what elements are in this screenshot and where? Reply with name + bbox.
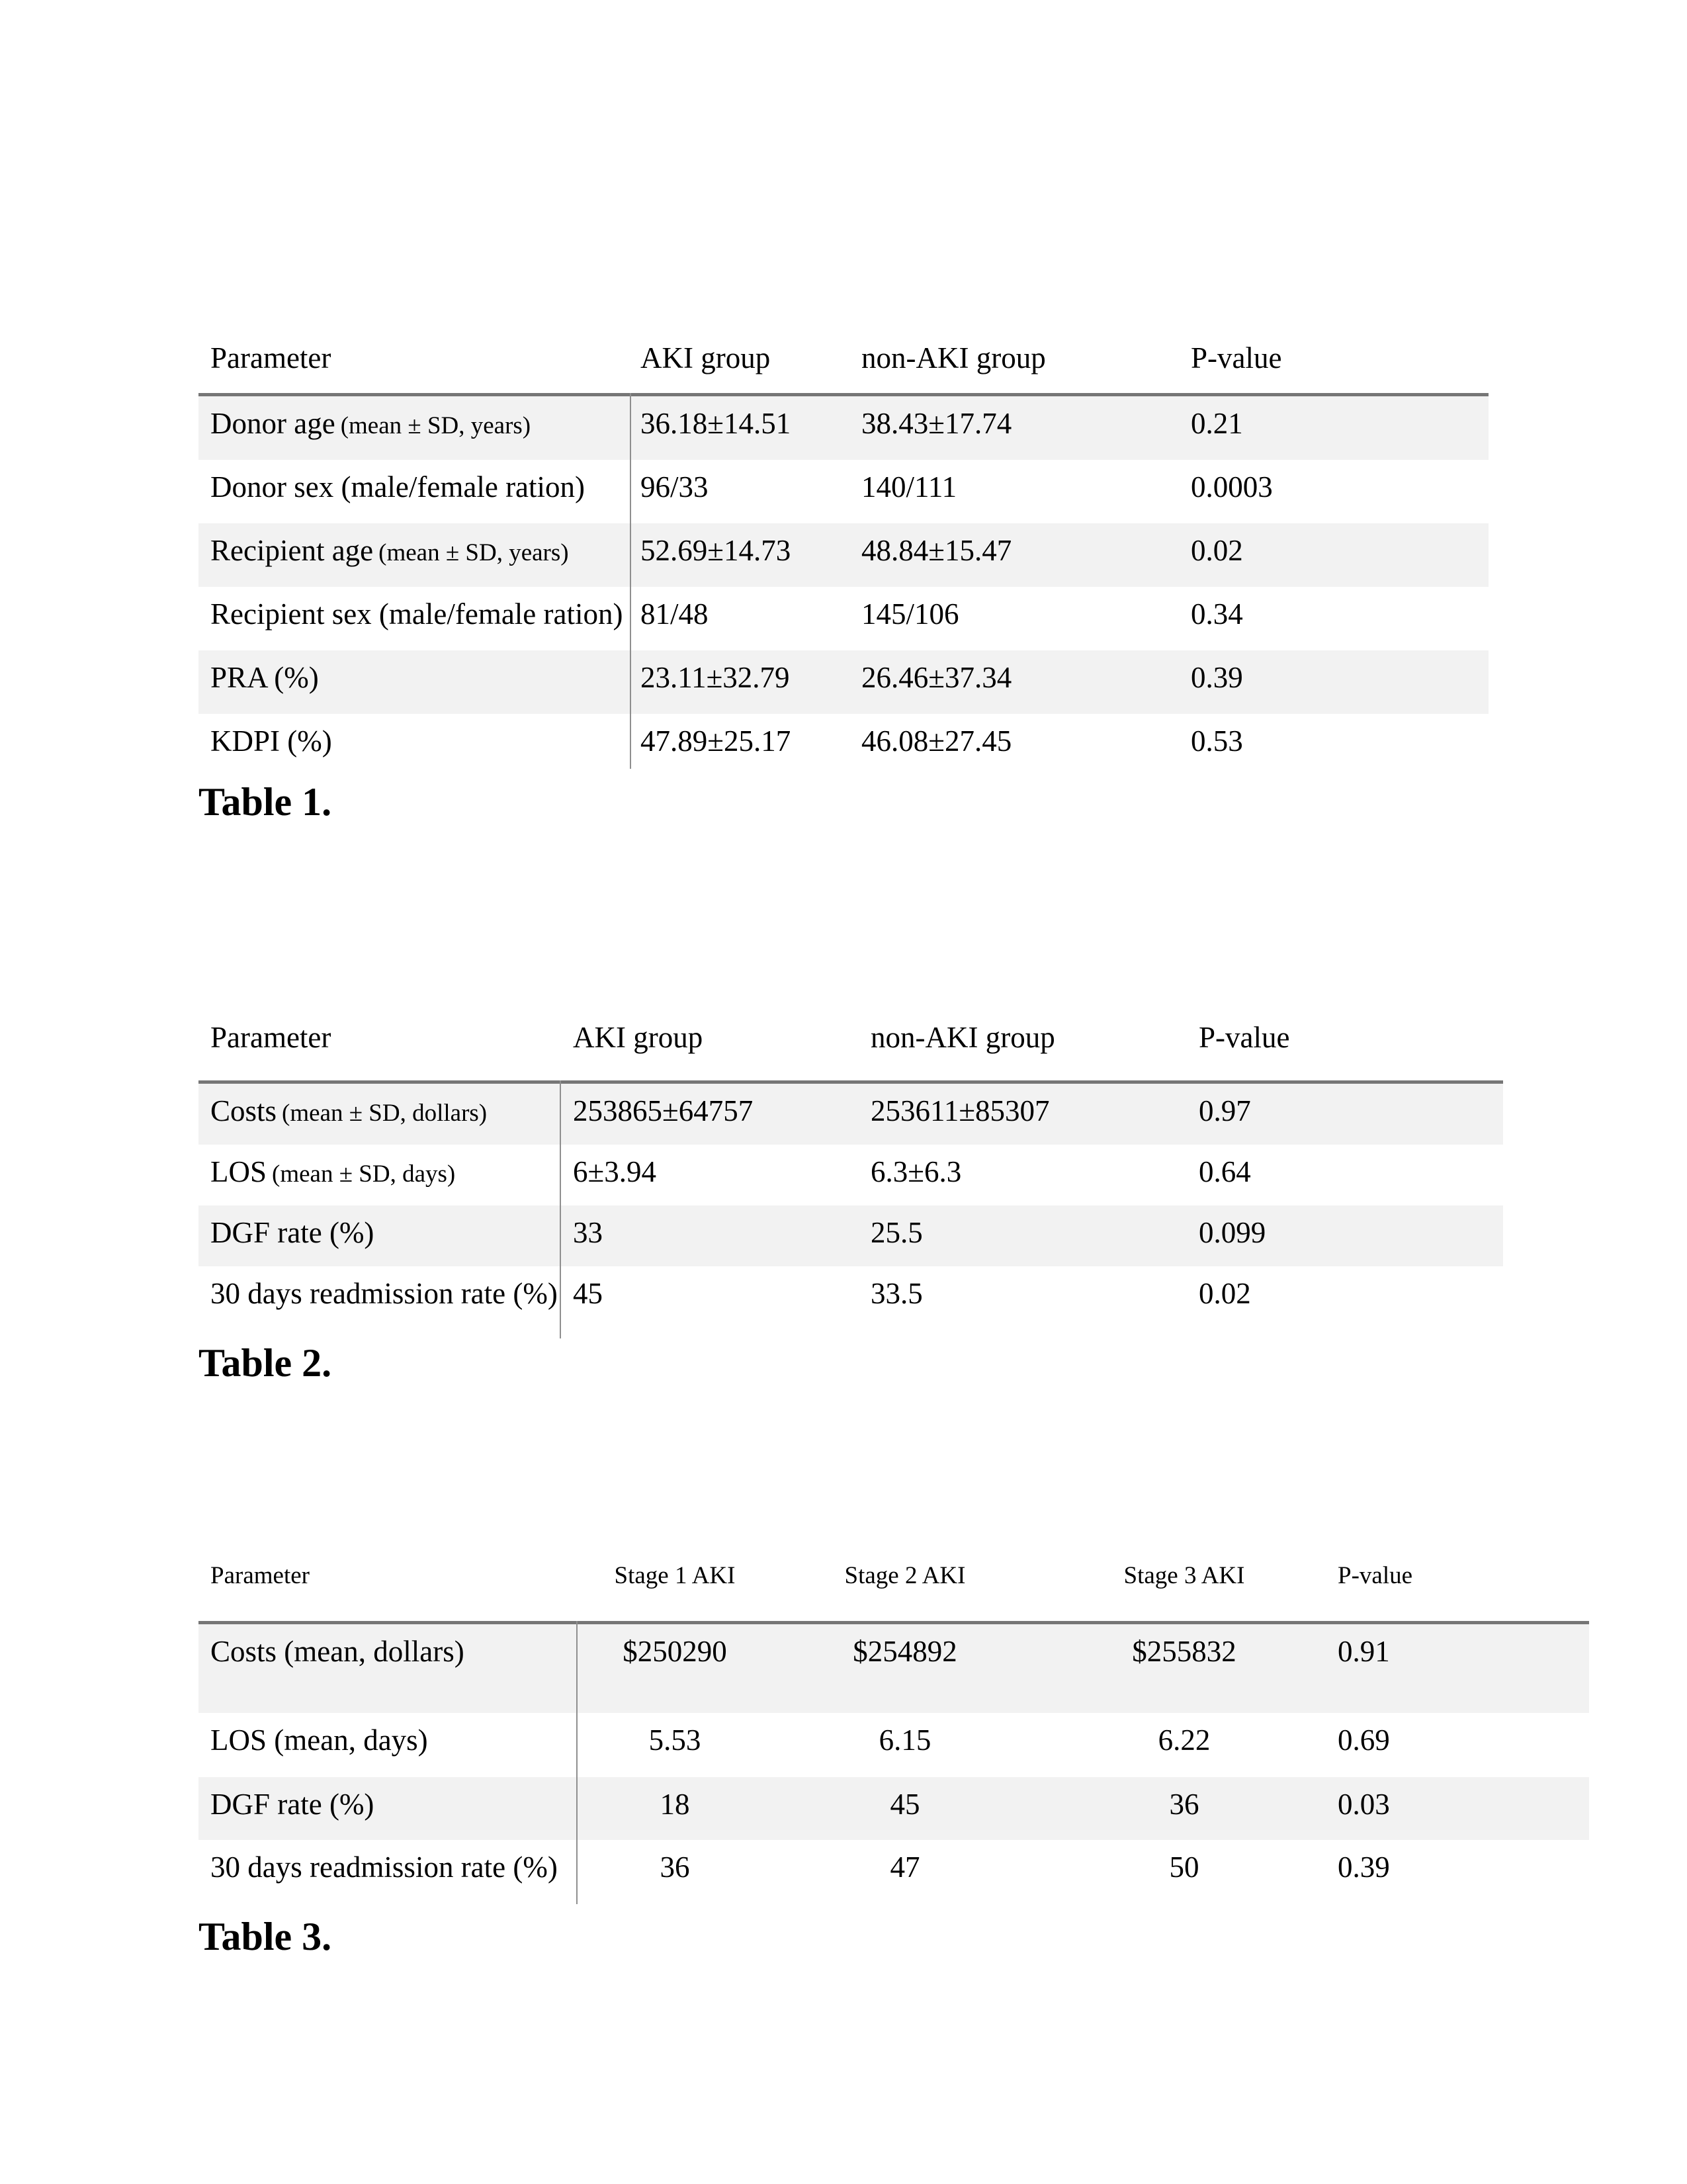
cell-value: $255832 [1132, 1635, 1236, 1668]
row-label-main: Recipient age [210, 534, 374, 567]
header-cell-non-aki-group: non-AKI group [871, 1021, 1055, 1054]
cell-value: 6.22 [1158, 1724, 1211, 1757]
header-cell-aki-group: AKI group [573, 1021, 703, 1054]
cell-value: 0.39 [1191, 661, 1243, 694]
table-1-header [198, 341, 1489, 378]
table-row [198, 460, 1489, 523]
row-label: LOS (mean, days) [210, 1724, 428, 1757]
row-label: 30 days readmission rate (%) [210, 1851, 558, 1884]
row-label-main: PRA (%) [210, 661, 319, 694]
table-row [198, 396, 1489, 460]
cell-value: 6±3.94 [573, 1155, 656, 1188]
row-label [210, 1276, 563, 1313]
cell-value: $250290 [623, 1635, 727, 1668]
cell-value: 33 [573, 1216, 603, 1249]
header-cell-aki-group: AKI group [640, 341, 771, 374]
table-row [198, 1713, 1589, 1777]
cell-value: 45 [890, 1788, 920, 1821]
cell-value: 48.84±15.47 [861, 534, 1012, 567]
cell-value: 0.39 [1338, 1851, 1390, 1884]
table-row [198, 1777, 1589, 1840]
table-row [198, 714, 1489, 777]
cell-value: 47 [890, 1851, 920, 1884]
cell-value: 0.64 [1199, 1155, 1251, 1188]
table-row [198, 523, 1489, 587]
cell-value: 0.53 [1191, 724, 1243, 758]
row-label [210, 470, 590, 507]
cell-value: 38.43±17.74 [861, 407, 1012, 440]
table-3 [198, 1621, 1589, 1904]
row-label-paren: (mean ± SD, years) [378, 539, 569, 566]
table-row [198, 587, 1489, 650]
row-label-main: KDPI (%) [210, 724, 332, 758]
row-label-paren: (mean ± SD, days) [272, 1160, 456, 1188]
row-label [210, 660, 324, 697]
row-label-main: Donor age [210, 407, 335, 440]
row-label [210, 1094, 487, 1131]
row-label-main: Costs [210, 1094, 277, 1127]
row-label: Costs (mean, dollars) [210, 1635, 464, 1668]
cell-value: 33.5 [871, 1277, 923, 1310]
row-label-paren: (mean ± SD, years) [340, 412, 531, 439]
table-2-header [198, 1020, 1503, 1057]
cell-value: 47.89±25.17 [640, 724, 791, 758]
table-row [198, 1840, 1589, 1904]
cell-value: 26.46±37.34 [861, 661, 1012, 694]
row-label [210, 1155, 455, 1192]
row-label-main: DGF rate (%) [210, 1216, 374, 1249]
cell-value: 140/111 [861, 470, 957, 503]
cell-value: 25.5 [871, 1216, 923, 1249]
cell-value: 0.0003 [1191, 470, 1273, 503]
table-2-caption: Table 2. [198, 1341, 332, 1385]
cell-value: 36 [1169, 1788, 1199, 1821]
row-label-paren: (mean ± SD, dollars) [282, 1100, 488, 1127]
header-cell-p-value: P-value [1199, 1021, 1290, 1054]
cell-value: 36.18±14.51 [640, 407, 791, 440]
cell-value: 0.34 [1191, 597, 1243, 631]
table-row [198, 650, 1489, 714]
table-row [198, 1205, 1503, 1266]
cell-value: 18 [660, 1788, 690, 1821]
header-cell-parameter: Parameter [210, 341, 331, 374]
cell-value: 96/33 [640, 470, 709, 503]
column-divider [560, 1080, 561, 1338]
cell-value: 52.69±14.73 [640, 534, 791, 567]
cell-value: 36 [660, 1851, 690, 1884]
cell-value: 0.099 [1199, 1216, 1266, 1249]
header-cell-parameter: Parameter [210, 1562, 310, 1589]
header-cell-p-value: P-value [1338, 1562, 1413, 1589]
header-cell-stage-2-aki: Stage 2 AKI [844, 1562, 966, 1589]
cell-value: 0.97 [1199, 1094, 1251, 1127]
table-row [198, 1266, 1503, 1327]
cell-value: 253865±64757 [573, 1094, 754, 1127]
table-1 [198, 393, 1489, 777]
row-label-main: LOS [210, 1155, 267, 1188]
row-label [210, 1215, 379, 1252]
table-row [198, 1624, 1589, 1713]
column-divider [630, 393, 631, 769]
cell-value: 6.15 [879, 1724, 931, 1757]
row-label [210, 406, 531, 443]
cell-value: $254892 [853, 1635, 957, 1668]
cell-value: 145/106 [861, 597, 959, 631]
table-row [198, 1084, 1503, 1145]
row-label-main: Donor sex (male/female ration) [210, 470, 585, 503]
header-cell-stage-1-aki: Stage 1 AKI [614, 1562, 736, 1589]
row-label-main: 30 days readmission rate (%) [210, 1277, 558, 1310]
cell-value: 0.03 [1338, 1788, 1390, 1821]
row-label: DGF rate (%) [210, 1788, 374, 1821]
cell-value: 45 [573, 1277, 603, 1310]
header-cell-stage-3-aki: Stage 3 AKI [1123, 1562, 1245, 1589]
header-cell-non-aki-group: non-AKI group [861, 341, 1046, 374]
column-divider [576, 1621, 578, 1904]
row-label [210, 724, 337, 761]
table-row [198, 1145, 1503, 1205]
table-3-caption: Table 3. [198, 1915, 332, 1958]
cell-value: 0.21 [1191, 407, 1243, 440]
cell-value: 0.91 [1338, 1635, 1390, 1668]
cell-value: 0.02 [1191, 534, 1243, 567]
cell-value: 0.02 [1199, 1277, 1251, 1310]
table-2 [198, 1080, 1503, 1327]
table-1-caption: Table 1. [198, 780, 332, 824]
cell-value: 253611±85307 [871, 1094, 1050, 1127]
header-cell-parameter: Parameter [210, 1021, 331, 1054]
row-label [210, 597, 628, 634]
row-label-main: Recipient sex (male/female ration) [210, 597, 623, 631]
row-label [210, 533, 569, 570]
header-cell-p-value: P-value [1191, 341, 1282, 374]
cell-value: 6.3±6.3 [871, 1155, 962, 1188]
cell-value: 0.69 [1338, 1724, 1390, 1757]
cell-value: 5.53 [648, 1724, 701, 1757]
table-3-header [198, 1561, 1589, 1598]
cell-value: 50 [1169, 1851, 1199, 1884]
cell-value: 46.08±27.45 [861, 724, 1012, 758]
cell-value: 23.11±32.79 [640, 661, 790, 694]
cell-value: 81/48 [640, 597, 709, 631]
